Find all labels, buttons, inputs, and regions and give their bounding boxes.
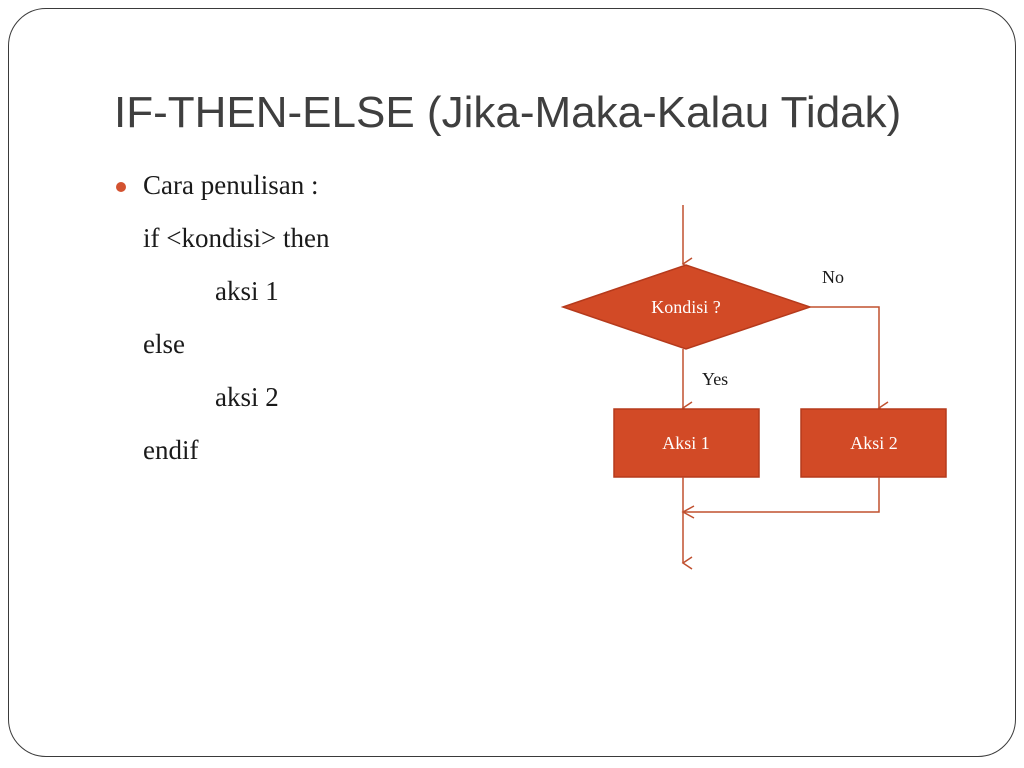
no-arrow [810,307,879,408]
code-line-else: else [143,329,185,359]
action1-label: Aksi 1 [662,433,710,453]
code-line-action1: aksi 1 [215,276,279,306]
code-line-endif: endif [143,435,199,465]
merge-connector [684,477,879,512]
slide-title: IF-THEN-ELSE (Jika-Maka-Kalau Tidak) [114,88,902,137]
code-line-if: if <kondisi> then [143,223,330,253]
yes-label: Yes [702,369,729,389]
no-label: No [822,267,844,287]
decision-label: Kondisi ? [651,297,721,317]
code-line-action2: aksi 2 [215,382,279,412]
action2-label: Aksi 2 [850,433,898,453]
bullet-text: Cara penulisan : [143,170,319,200]
